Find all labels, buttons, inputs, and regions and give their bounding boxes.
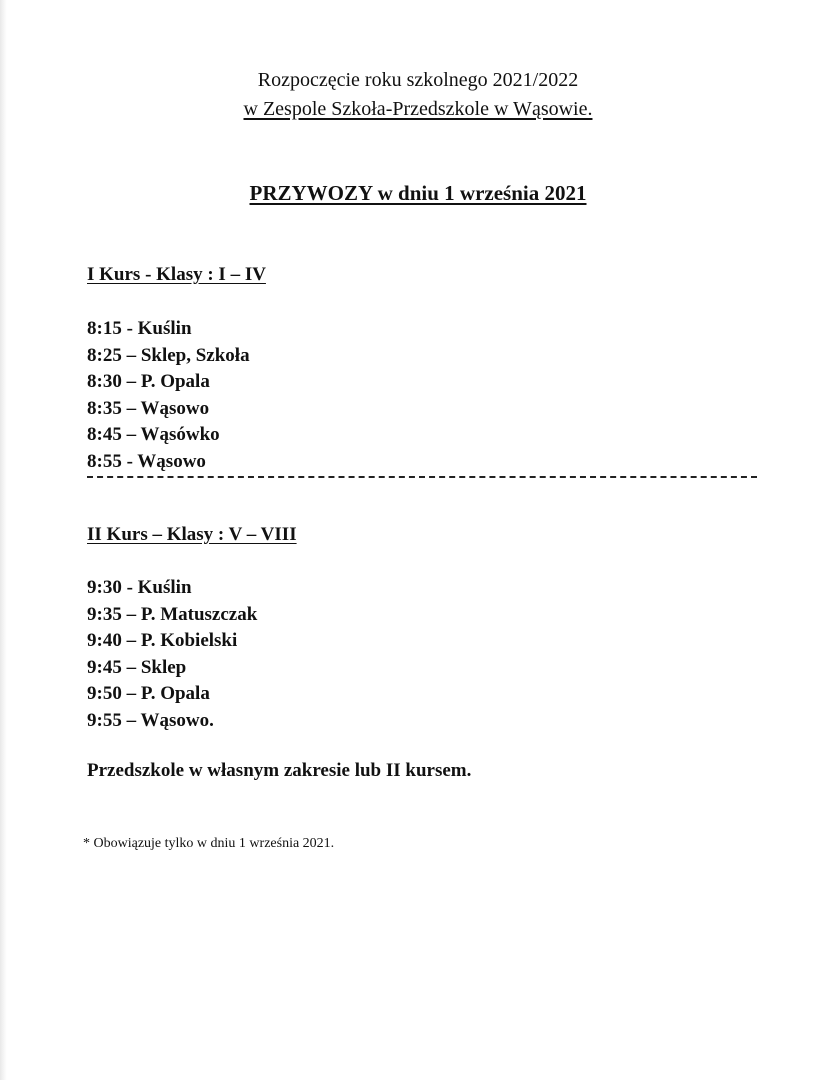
- schedule-item: 8:15 - Kuślin: [87, 318, 192, 339]
- footnote: * Obowiązuje tylko w dniu 1 września 2021.: [83, 836, 335, 851]
- schedule-item: 9:45 – Sklep: [87, 656, 187, 678]
- dashed-divider: [87, 476, 757, 478]
- preschool-note: Przedszkole w własnym zakresie lub II kursem.: [87, 760, 472, 781]
- schedule-item: 9:40 – P. Kobielski: [87, 630, 238, 651]
- course-2-schedule: [87, 575, 257, 734]
- course-2-heading: II Kurs – Klasy : V – VIII: [87, 524, 297, 545]
- course-1-schedule: [87, 316, 250, 475]
- header-title: Rozpoczęcie roku szkolnego 2021/2022: [257, 69, 579, 91]
- schedule-item: 8:25 – Sklep, Szkoła: [87, 344, 250, 366]
- document-subtitle: [0, 181, 836, 206]
- header-school-name: w Zespole Szkoła-Przedszkole w Wąsowie.: [243, 98, 593, 120]
- schedule-item: 9:50 – P. Opala: [87, 683, 210, 704]
- schedule-item: 9:55 – Wąsowo.: [87, 709, 214, 731]
- schedule-item: 9:30 - Kuślin: [87, 577, 192, 598]
- schedule-item: 9:35 – P. Matuszczak: [87, 603, 258, 625]
- schedule-item: 8:45 – Wąsówko: [87, 424, 220, 445]
- page-edge-shadow: [0, 0, 7, 1080]
- schedule-item: 8:35 – Wąsowo: [87, 397, 210, 419]
- course-1-heading: I Kurs - Klasy : I – IV: [87, 264, 266, 285]
- subtitle-text: PRZYWOZY w dniu 1 września 2021: [249, 181, 587, 205]
- document-header: [0, 66, 836, 124]
- schedule-item: 8:30 – P. Opala: [87, 371, 210, 392]
- schedule-item: 8:55 - Wąsowo: [87, 450, 206, 472]
